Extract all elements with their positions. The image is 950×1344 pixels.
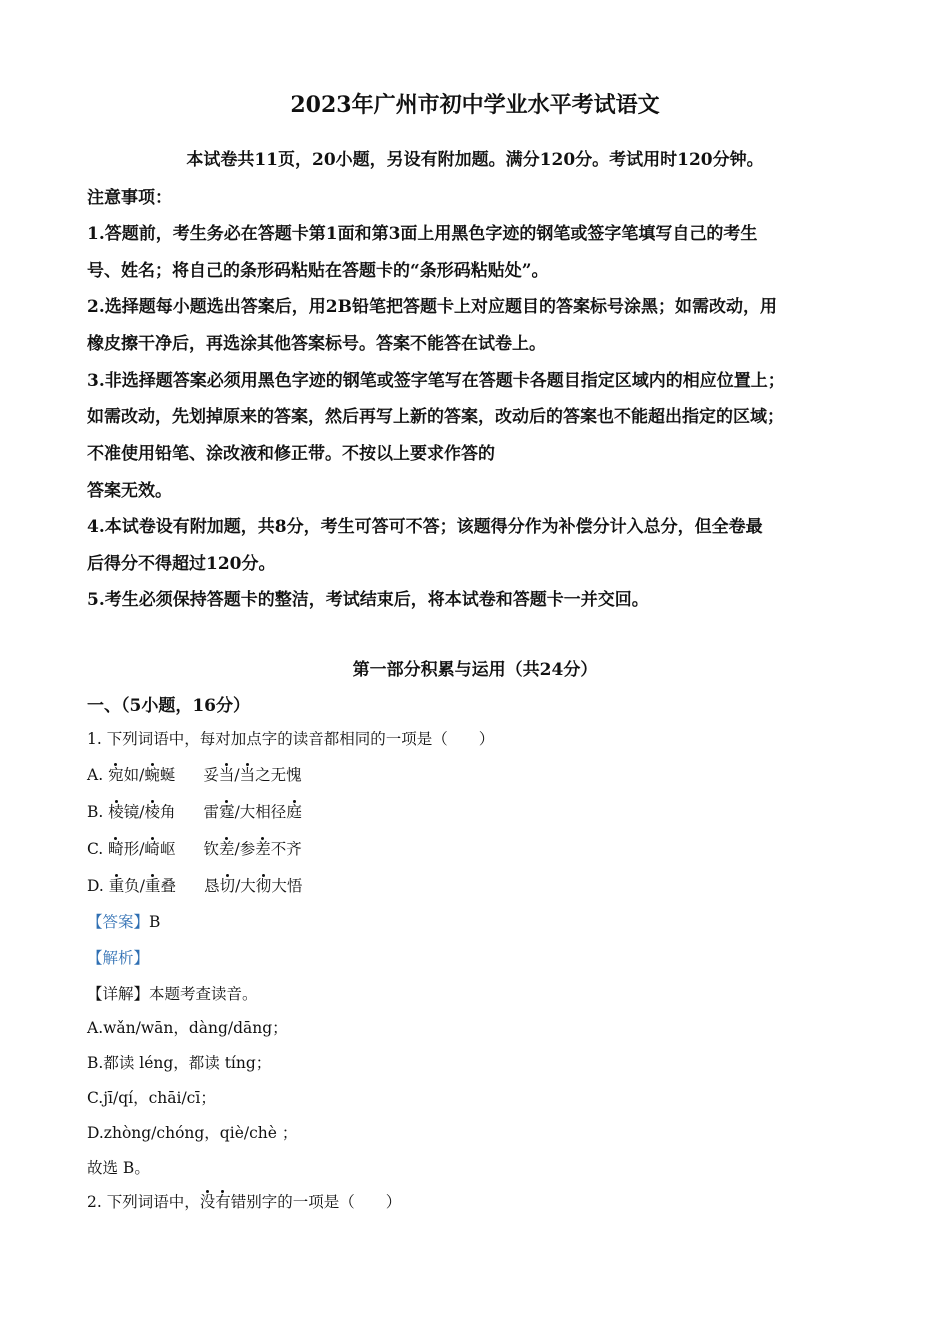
dotted-char: 棱 <box>144 803 161 821</box>
detail-text: 【详解】本题考查读音。 <box>87 985 258 1003</box>
notice-line: 橡皮擦干净后，再选涂其他答案标号。答案不能答在试卷上。 <box>87 334 546 354</box>
dotted-char: 霆 <box>219 803 235 821</box>
dotted-char: 棱 <box>108 803 124 821</box>
dotted-char: 切 <box>219 877 236 895</box>
dotted-char: 彻 <box>255 877 272 895</box>
dotted-char: 宛 <box>108 766 124 784</box>
dotted-char: 差 <box>255 840 271 858</box>
notice-heading: 注意事项： <box>87 188 172 208</box>
dotted-char: 庭 <box>286 803 302 821</box>
notice-line: 如需改动，先划掉原来的答案，然后再写上新的答案，改动后的答案也不能超出指定的区域； <box>87 407 784 427</box>
dotted-char: 当 <box>218 766 235 784</box>
notice-line: 不准使用铅笔、涂改液和修正带。不按以上要求作答的 <box>87 444 495 464</box>
notice-line: 3.非选择题答案必须用黑色字迹的钢笔或签字笔写在答题卡各题目指定区域内的相应位置上； <box>87 371 785 391</box>
notice-line: 1.答题前，考生务必在答题卡第1面和第3面上用黑色字迹的钢笔或签字笔填写自己的考生 <box>87 224 758 244</box>
notice-line: 5.考生必须保持答题卡的整洁，考试结束后，将本试卷和答题卡一并交回。 <box>87 590 649 610</box>
answer-value: B <box>149 913 161 931</box>
q1-option-b: B. 棱镜/棱角 雷霆/大相径庭 <box>87 803 302 821</box>
section-title: 一、（5小题，16分） <box>87 696 250 716</box>
explanation-line: C.jī/qí，chāi/cī； <box>87 1089 216 1107</box>
q1-option-d: D. 重负/重叠 恳切/大彻大悟 <box>87 877 303 895</box>
dotted-char: 蜿 <box>144 766 160 784</box>
explanation-line: D.zhòng/chóng，qiè/chè ； <box>87 1124 298 1142</box>
dotted-char: 崎 <box>144 840 160 858</box>
analysis-label: 【解析】 <box>87 949 150 967</box>
notice-line: 2.选择题每小题选出答案后，用2B铅笔把答题卡上对应题目的答案标号涂黑；如需改动，用 <box>87 297 777 317</box>
notice-line: 4.本试卷设有附加题，共8分，考生可答可不答；该题得分作为补偿分计入总分，但全卷最 <box>87 517 763 537</box>
q1-stem: 1. 下列词语中，每对加点字的读音都相同的一项是（ ） <box>87 730 495 748</box>
explanation-line: A.wǎn/wān，dàng/dāng； <box>87 1019 288 1037</box>
part-title: 第一部分积累与运用（共24分） <box>352 660 598 680</box>
dotted-char: 畸 <box>108 840 124 858</box>
page-title: 2023年广州市初中学业水平考试语文 <box>290 92 660 118</box>
dotted-char: 有 <box>215 1193 231 1211</box>
dotted-char: 重 <box>145 877 161 895</box>
q1-option-c: C. 畸形/崎岖 钦差/参差不齐 <box>87 840 302 858</box>
dotted-char: 重 <box>108 877 125 895</box>
q1-option-a: A. 宛如/蜿蜒 妥当/当之无愧 <box>87 766 302 784</box>
q2-stem: 2. 下列词语中，没有错别字的一项是（ ） <box>87 1193 402 1211</box>
notice-line: 后得分不得超过120分。 <box>87 554 276 574</box>
explanation-line: B.都读 léng，都读 tíng； <box>87 1054 272 1072</box>
answer-label: 【答案】 <box>87 913 150 931</box>
q1-answer <box>87 910 160 932</box>
explanation-line: 故选 B。 <box>87 1159 150 1177</box>
dotted-char: 没 <box>199 1193 216 1211</box>
dotted-char: 差 <box>218 840 235 858</box>
notice-line: 号、姓名；将自己的条形码粘贴在答题卡的“条形码粘贴处”。 <box>87 261 549 281</box>
dotted-char: 当 <box>239 766 256 784</box>
exam-intro: 本试卷共11页，20小题，另设有附加题。满分120分。考试用时120分钟。 <box>186 150 764 170</box>
notice-line: 答案无效。 <box>87 481 172 501</box>
